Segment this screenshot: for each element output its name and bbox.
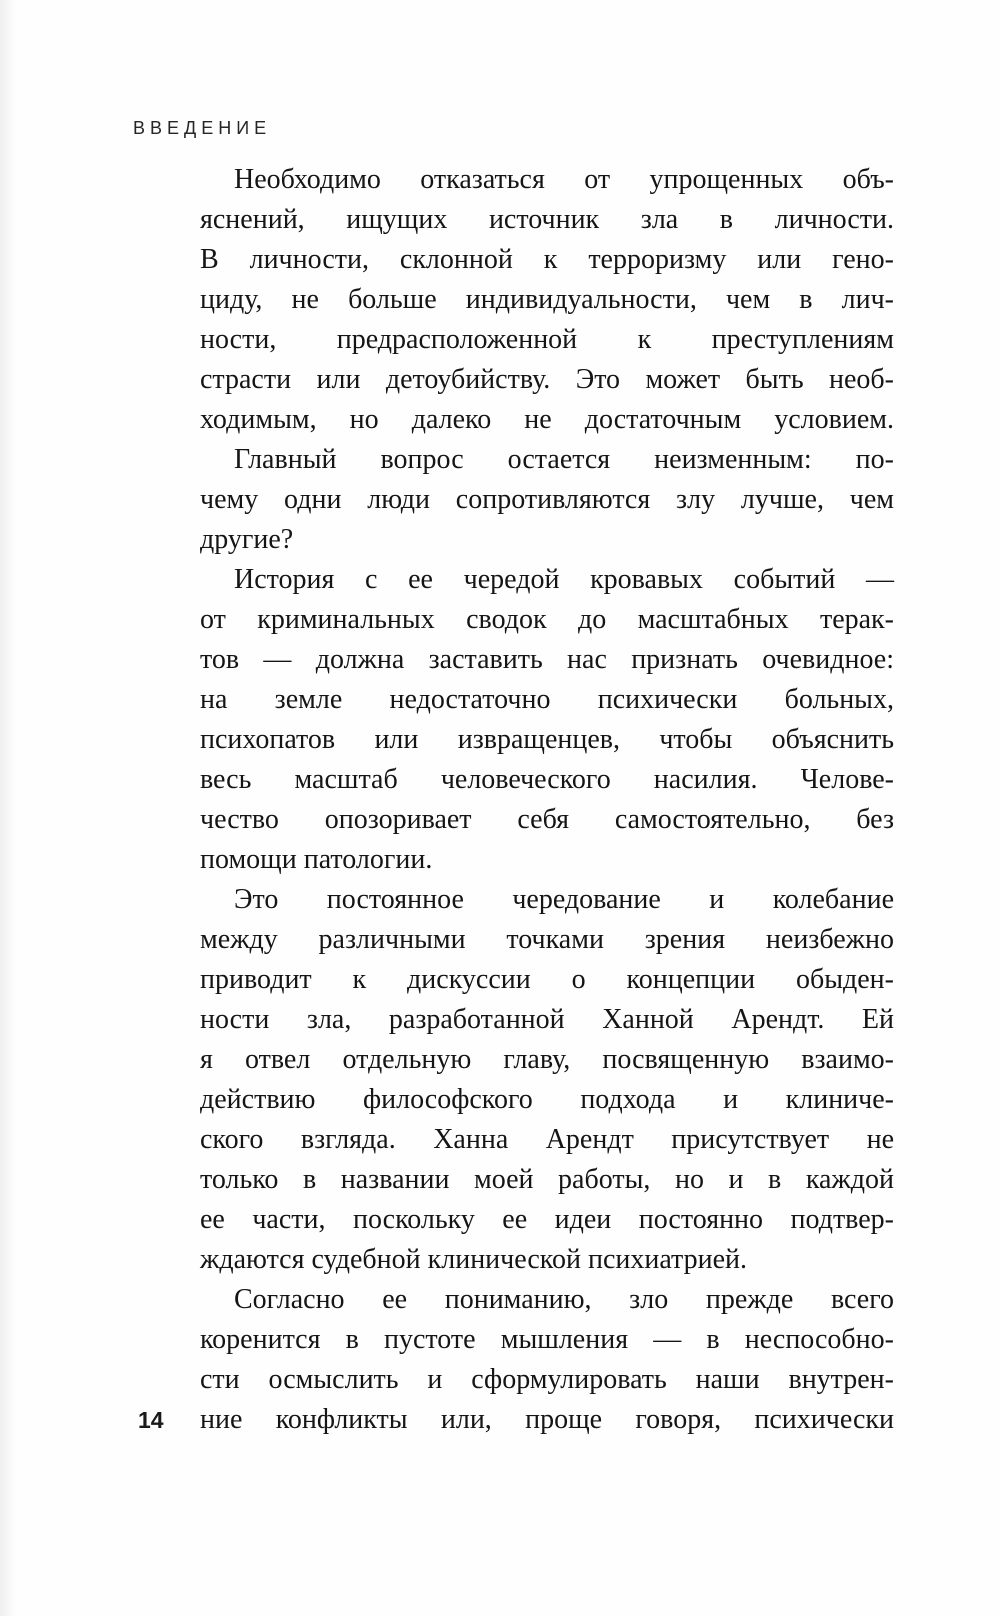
text-line: другие? <box>200 524 294 555</box>
text-line: ее части, поскольку ее идеи постоянно подтвер- <box>200 1204 894 1235</box>
text-line: сти осмыслить и сформулировать наши внутрен- <box>200 1364 894 1395</box>
text-line: ности зла, разработанной Ханной Арендт. Ей <box>200 1004 894 1035</box>
text-line: действию философского подхода и клиниче- <box>200 1084 894 1115</box>
body-text <box>200 160 894 1440</box>
text-line: страсти или детоубийству. Это может быть необ- <box>200 364 894 395</box>
text-line: я отвел отдельную главу, посвященную взаимо- <box>200 1044 894 1075</box>
text-line: Это постоянное чередование и колебание <box>234 884 894 915</box>
text-line: Главный вопрос остается неизменным: по- <box>234 444 894 475</box>
text-line: ходимым, но далеко не достаточным условием. <box>200 404 894 435</box>
text-line: ности, предрасположенной к преступлениям <box>200 324 894 355</box>
text-line: История с ее чередой кровавых событий — <box>234 564 894 595</box>
text-line: В личности, склонной к терроризму или гено- <box>200 244 894 275</box>
running-head: ВВЕДЕНИЕ <box>133 118 272 138</box>
text-line: Согласно ее пониманию, зло прежде всего <box>234 1284 894 1315</box>
text-line: тов — должна заставить нас признать очевидное: <box>200 644 894 675</box>
text-line: коренится в пустоте мышления — в неспособно- <box>200 1324 894 1355</box>
text-line: психопатов или извращенцев, чтобы объяснить <box>200 724 894 755</box>
text-line: между различными точками зрения неизбежно <box>200 924 894 955</box>
text-line: ского взгляда. Ханна Арендт присутствует не <box>200 1124 894 1155</box>
page-number: 14 <box>138 1407 164 1433</box>
text-line: от криминальных сводок до масштабных терак- <box>200 604 894 635</box>
text-line: яснений, ищущих источник зла в личности. <box>200 204 894 235</box>
text-line: Необходимо отказаться от упрощенных объ- <box>234 164 894 195</box>
text-line: чему одни люди сопротивляются злу лучше, чем <box>200 484 894 515</box>
text-line: циду, не больше индивидуальности, чем в лич- <box>200 284 894 315</box>
text-line: ждаются судебной клинической психиатрией. <box>200 1244 748 1275</box>
text-line: помощи патологии. <box>200 844 433 875</box>
text-line: весь масштаб человеческого насилия. Челове- <box>200 764 894 795</box>
text-line: только в названии моей работы, но и в каждой <box>200 1164 894 1195</box>
text-line: приводит к дискуссии о концепции обыден- <box>200 964 894 995</box>
text-line: ние конфликты или, проще говоря, психически <box>200 1404 894 1435</box>
text-line: чество опозоривает себя самостоятельно, без <box>200 804 894 835</box>
text-line: на земле недостаточно психически больных, <box>200 684 894 715</box>
